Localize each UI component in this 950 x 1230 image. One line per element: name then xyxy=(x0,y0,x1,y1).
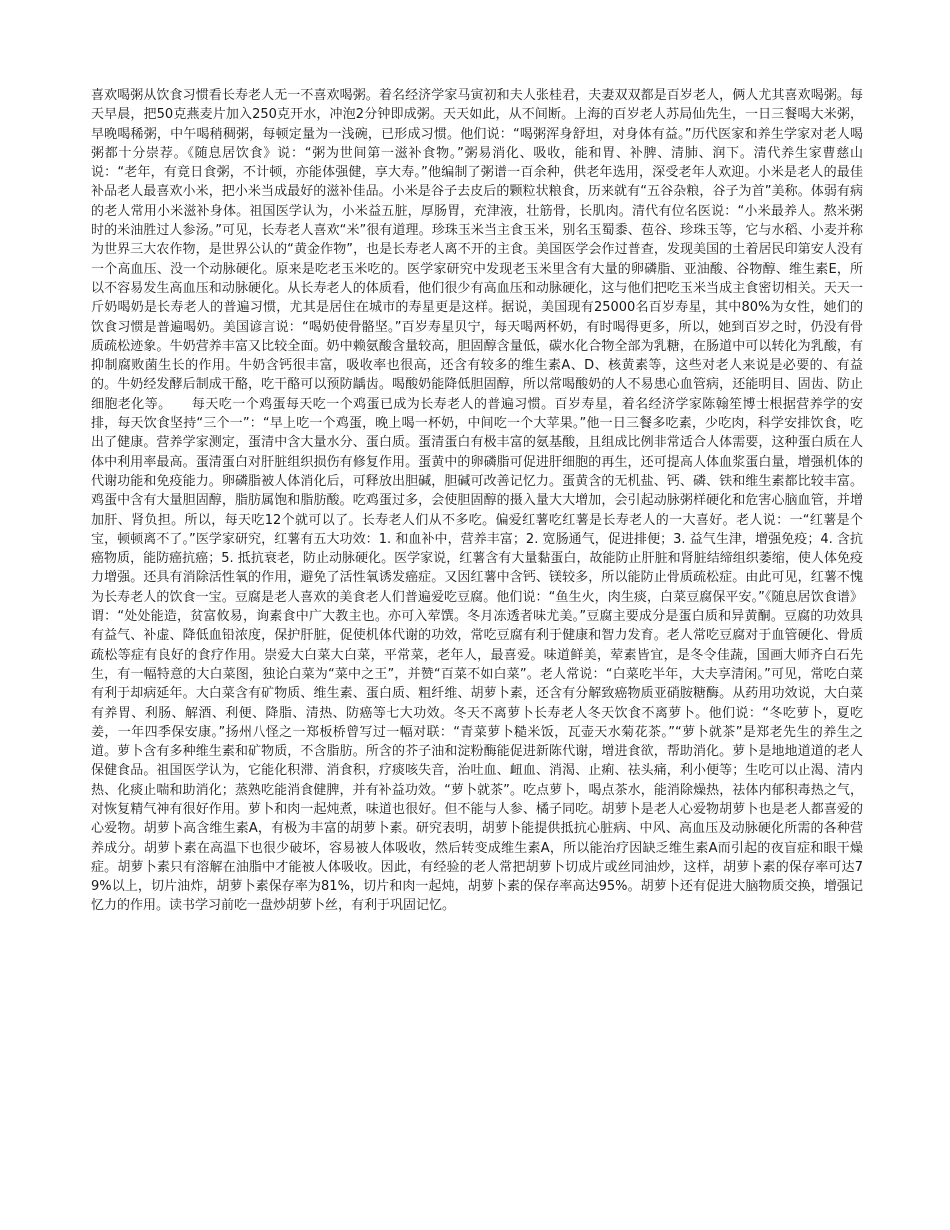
document-page xyxy=(91,86,863,916)
body-text: 喜欢喝粥从饮食习惯看长寿老人无一不喜欢喝粥。着名经济学家马寅初和夫人张桂君，夫妻双双都是百岁老人，俩人尤其喜欢喝粥。每天早晨，把50克燕麦片加入250克开水，冲泡2分钟即成粥。天天如此，从不间断。上海的百岁老人苏局仙先生，一日三餐喝大米粥，早晚喝稀粥，中午喝稍稠粥，每顿定量为一浅碗，已形成习惯。他们说：“喝粥浑身舒坦，对身体有益。”历代医家和养生学家对老人喝粥都十分崇荐。《随息居饮食》说：“粥为世间第一滋补食物。”粥易消化、吸收，能和胃、补脾、清肺、润下。清代养生家曹慈山说：“老年，有竟日食粥，不计顿，亦能体强健，享大寿。”他编制了粥谱一百余种，供老年选用，深受老年人欢迎。小米是老人的最佳补品老人最喜欢小米，把小米当成最好的滋补佳品。小米是谷子去皮后的颗粒状粮食，历来就有“五谷杂粮，谷子为首”美称。体弱有病的老人常用小米滋补身体。祖国医学认为，小米益五脏，厚肠胃，充津液，壮筋骨，长肌肉。清代有位名医说：“小米最养人。熬米粥时的米油胜过人参汤。”可见，长寿老人喜欢“米”很有道理。珍珠玉米当主食玉米，别名玉蜀黍、苞谷、珍珠玉等，它与水稻、小麦并称为世界三大农作物，是世界公认的“黄金作物”，也是长寿老人离不开的主食。美国医学会作过普查，发现美国的土着居民印第安人没有一个高血压、没一个动脉硬化。原来是吃老玉米吃的。医学家研究中发现老玉米里含有大量的卵磷脂、亚油酸、谷物醇、维生素E，所以不容易发生高血压和动脉硬化。从长寿老人的体质看，他们很少有高血压和动脉硬化，这与他们把吃玉米当成主食密切相关。天天一斤奶喝奶是长寿老人的普遍习惯，尤其是居住在城市的寿星更是这样。据说，美国现有25000名百岁寿星，其中80%为女性，她们的饮食习惯是普遍喝奶。美国谚言说：“喝奶使骨骼坚。”百岁寿星贝宁，每天喝两杯奶，有时喝得更多，所以，她到百岁之时，仍没有骨质疏松迹象。牛奶营养丰富又比较全面。奶中赖氨酸含量较高，胆固醇含量低，碳水化合物全部为乳糖，在肠道中可以转化为乳酸，有抑制腐败菌生长的作用。牛奶含钙很丰富，吸收率也很高，还含有较多的维生素A、D、核黄素等，这些对老人来说是必要的、有益的。牛奶经发酵后制成干酪，吃干酪可以预防龋齿。喝酸奶能降低胆固醇，所以常喝酸奶的人不易患心血管病，还能明目、固齿、防止细胞老化等。 每天吃一个鸡蛋每天吃一个鸡蛋已成为长寿老人的普遍习惯。百岁寿星，着名经济学家陈翰笙博士根据营养学的安排，每天饮食坚持“三个一”：“早上吃一个鸡蛋，晚上喝一杯奶，中间吃一个大苹果。”他一日三餐多吃素，少吃肉，科学安排饮食，吃出了健康。营养学家测定，蛋清中含大量水分、蛋白质。蛋清蛋白有极丰富的氨基酸，且组成比例非常适合人体需要，这种蛋白质在人体中利用率最高。蛋清蛋白对肝脏组织损伤有修复作用。蛋黄中的卵磷脂可促进肝细胞的再生，还可提高人体血浆蛋白量，增强机体的代谢功能和免疫能力。卵磷脂被人体消化后，可释放出胆碱，胆碱可改善记忆力。蛋黄含的无机盐、钙、磷、铁和维生素都比较丰富。鸡蛋中含有大量胆固醇，脂肪属饱和脂肪酸。吃鸡蛋过多，会使胆固醇的摄入量大大增加，会引起动脉粥样硬化和危害心脑血管，并增加肝、肾负担。所以，每天吃12个就可以了。长寿老人们从不多吃。偏爱红薯吃红薯是长寿老人的一大喜好。老人说：一“红薯是个宝，顿顿离不了。”医学家研究，红薯有五大功效：1. 和血补中，营养丰富；2. 宽肠通气，促进排便；3. 益气生津，增强免疫；4. 含抗癌物质，能防癌抗癌；5. 抵抗衰老，防止动脉硬化。医学家说，红薯含有大量黏蛋白，故能防止肝脏和肾脏结缔组织萎缩，使人体免疫力增强。还具有消除活性氧的作用，避免了活性氧诱发癌症。又因红薯中含钙、镁较多，所以能防止骨质疏松症。由此可见，红薯不愧为长寿老人的饮食一宝。豆腐是老人喜欢的美食老人们普遍爱吃豆腐。他们说：“鱼生火，肉生痰，白菜豆腐保平安。”《随息居饮食谱》谓：“处处能造，贫富攸易，询素食中广大教主也。亦可入荤馔。冬月冻透者味尤美。”豆腐主要成分是蛋白质和异黄酮。豆腐的功效具有益气、补虚、降低血铅浓度，保护肝脏，促使机体代谢的功效，常吃豆腐有利于健康和智力发育。老人常吃豆腐对于血管硬化、骨质疏松等症有良好的食疗作用。崇爱大白菜大白菜，平常菜，老年人，最喜爱。味道鲜美，荤素皆宜，是冬令佳蔬，国画大师齐白石先生，有一幅特意的大白菜图，独论白菜为“菜中之王”，并赞“百菜不如白菜”。老人常说：“白菜吃半年，大夫享清闲。”可见，常吃白菜有利于却病延年。大白菜含有矿物质、维生素、蛋白质、粗纤维、胡萝卜素，还含有分解致癌物质亚硝胺糖酶。从药用功效说，大白菜有养胃、利肠、解酒、利便、降脂、清热、防癌等七大功效。冬天不离萝卜长寿老人冬天饮食不离萝卜。他们说：“冬吃萝卜，夏吃姜，一年四季保安康。”扬州八怪之一郑板桥曾写过一幅对联：“青菜萝卜糙米饭，瓦壶天水菊花茶。”“萝卜就茶”是郑老先生的养生之道。萝卜含有多种维生素和矿物质，不含脂肪。所含的芥子油和淀粉酶能促进新陈代谢，增进食欲，帮助消化。萝卜是地地道道的老人保健食品。祖国医学认为，它能化积滞、消食积，疗痰咳失音，治吐血、衄血、消渴、止痢、祛头痛，利小便等；生吃可以止渴、清内热、化痰止喘和助消化；蒸熟吃能消食健脾，并有补益功效。“萝卜就茶”。吃点萝卜，喝点茶水，能消除燥热，祛体内郁积毒热之气，对恢复精气神有很好作用。萝卜和肉一起炖煮，味道也很好。但不能与人参、橘子同吃。胡萝卜是老人心爱物胡萝卜也是老人都喜爱的心爱物。胡萝卜高含维生素A，有极为丰富的胡萝卜素。研究表明，胡萝卜能提供抵抗心脏病、中风、高血压及动脉硬化所需的各种营养成分。胡萝卜素在高温下也很少破坏，容易被人体吸收，然后转变成维生素A，所以能治疗因缺乏维生素A而引起的夜盲症和眼干燥症。胡萝卜素只有溶解在油脂中才能被人体吸收。因此，有经验的老人常把胡萝卜切成片或丝同油炒，这样，胡萝卜素的保存率可达79%以上，切片油炸，胡萝卜素保存率为81%，切片和肉一起炖，胡萝卜素的保存率高达95%。胡萝卜还有促进大脑物质交换，增强记忆力的作用。读书学习前吃一盘炒胡萝卜丝，有利于巩固记忆。 xyxy=(91,88,863,914)
